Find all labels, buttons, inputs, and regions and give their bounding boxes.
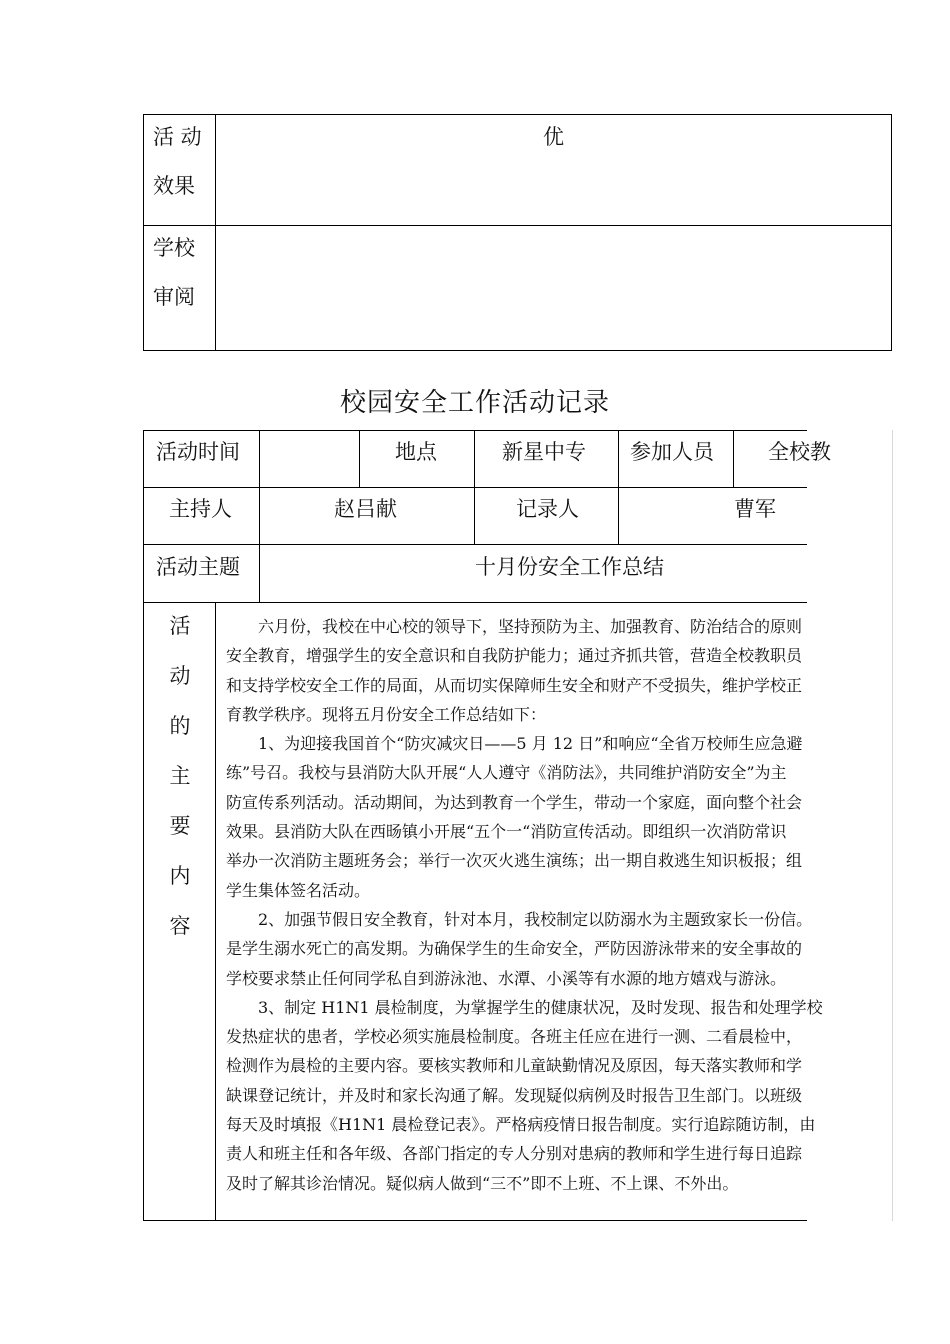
participants-label: 参加人员 — [630, 440, 714, 464]
place-value: 新星中专 — [502, 440, 586, 464]
content-label-char: 容 — [169, 914, 191, 938]
content-label-char: 要 — [169, 814, 191, 838]
content-line: 学生集体签名活动。 — [226, 880, 371, 900]
content-line: 发热症状的患者，学校必须实施晨检制度。各班主任应在进行一测、二看晨检中， — [226, 1027, 803, 1047]
theme-label: 活动主题 — [156, 555, 240, 579]
content-line: 缺课登记统计，并及时和家长沟通了解。发现疑似病例及时报告卫生部门。以班级 — [226, 1085, 803, 1105]
page-title: 校园安全工作活动记录 — [339, 388, 610, 418]
effect-value: 优 — [543, 125, 564, 149]
content-line: 防宣传系列活动。活动期间，为达到教育一个学生，带动一个家庭，面向整个社会 — [226, 792, 803, 812]
content-line: 和支持学校安全工作的局面，从而切实保障师生安全和财产不受损失，维护学校正 — [226, 675, 803, 695]
content-line: 学校要求禁止任何同学私自到游泳池、水潭、小溪等有水源的地方嬉戏与游泳。 — [226, 968, 787, 988]
host-value: 赵吕献 — [334, 497, 397, 521]
content-line: 是学生溺水死亡的高发期。为确保学生的生命安全，严防因游泳带来的安全事故的 — [226, 939, 803, 959]
recorder-label: 记录人 — [516, 497, 579, 521]
content-body — [226, 612, 836, 1198]
content-line: 及时了解其诊治情况。疑似病人做到“三不”即不上班、不上课、不外出。 — [226, 1173, 739, 1193]
content-line: 3、制定 H1N1 晨检制度，为掌握学生的健康状况，及时发现、报告和处理学校 — [226, 997, 823, 1017]
content-line: 育教学秩序。现将五月份安全工作总结如下： — [226, 704, 547, 724]
content-line: 责人和班主任和各年级、各部门指定的专人分别对患病的教师和学生进行每日追踪 — [226, 1144, 803, 1164]
content-line: 六月份，我校在中心校的领导下，坚持预防为主、加强教育、防治结合的原则 — [226, 617, 803, 636]
effect-label-line2: 效果 — [153, 174, 195, 198]
content-label — [168, 614, 192, 964]
content-label-char: 动 — [169, 664, 191, 688]
review-label-line2: 审阅 — [153, 285, 195, 309]
theme-value: 十月份安全工作总结 — [475, 555, 664, 579]
host-label: 主持人 — [169, 497, 232, 521]
participants-value: 全校教 — [768, 440, 831, 464]
content-line: 练”号召。我校与县消防大队开展“人人遵守《消防法》，共同维护消防安全”为主 — [226, 763, 787, 783]
content-line: 1、为迎接我国首个“防灾减灾日——5 月 12 日”和响应“全省万校师生应急避 — [226, 734, 803, 754]
content-line: 效果。县消防大队在西旸镇小开展“五个一“消防宣传活动。即组织一次消防常识 — [226, 822, 787, 842]
place-label: 地点 — [395, 440, 437, 464]
content-label-char: 的 — [169, 714, 191, 738]
recorder-value: 曹军 — [734, 497, 776, 521]
content-label-char: 内 — [169, 864, 191, 888]
content-line: 举办一次消防主题班务会；举行一次灭火逃生演练；出一期自救逃生知识板报；组 — [226, 851, 803, 871]
content-line: 安全教育，增强学生的安全意识和自我防护能力；通过齐抓共管，营造全校教职员 — [226, 646, 803, 666]
effect-label-line1: 活 动 — [153, 125, 202, 149]
time-label: 活动时间 — [156, 440, 240, 464]
review-label-line1: 学校 — [153, 236, 195, 260]
content-line: 每天及时填报《H1N1 晨检登记表》。严格病疫情日报告制度。实行追踪随访制，由 — [226, 1115, 816, 1135]
content-line: 2、加强节假日安全教育，针对本月，我校制定以防溺水为主题致家长一份信。 — [226, 909, 813, 929]
content-label-char: 活 — [169, 614, 191, 638]
content-line: 检测作为晨检的主要内容。要核实教师和儿童缺勤情况及原因，每天落实教师和学 — [226, 1056, 803, 1076]
content-label-char: 主 — [169, 764, 191, 788]
